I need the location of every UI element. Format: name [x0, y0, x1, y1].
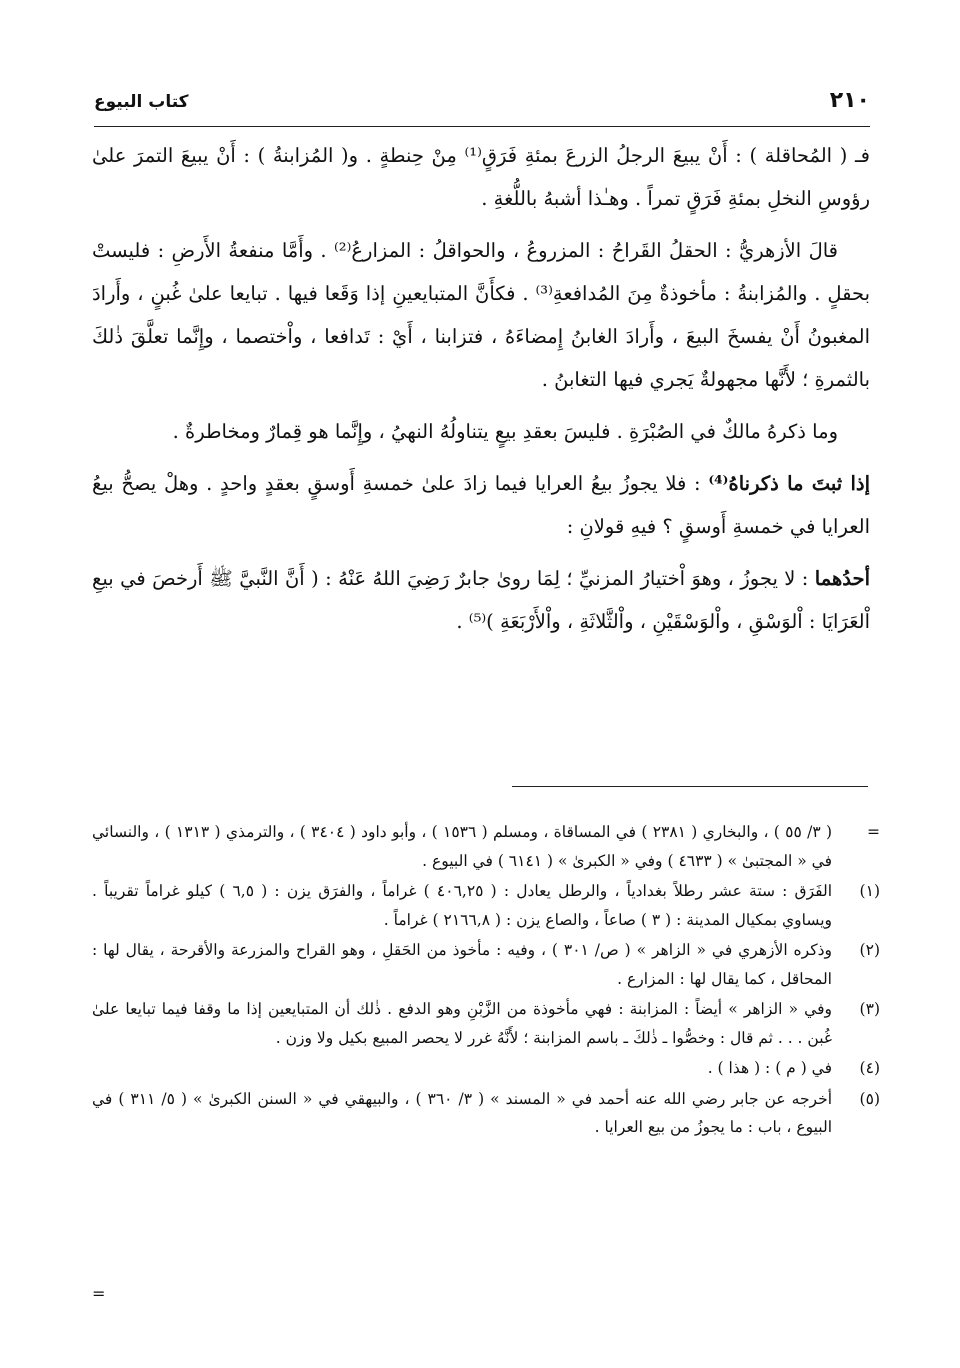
footnote-3 — [92, 995, 880, 1052]
footnote-end-mark: = — [92, 1284, 106, 1303]
continuation-mark: = — [867, 823, 880, 841]
running-title: كتاب البيوع — [94, 92, 189, 112]
ruling-heading: إذا ثبتَ ما ذكرناهُ⁽⁴⁾ — [708, 472, 870, 495]
footnote-1 — [92, 877, 880, 934]
footnote-4 — [92, 1054, 880, 1083]
footnote-text: وذكره الأزهري في « الزاهر » ( ص/ ٣٠١ ) ، وفيه : مأخوذ من الحَقلِ ، وهو القراح والمزرعة والأقرحة ، يقال لها : المحاقل ، كما يقال لها : المزارع . — [92, 941, 832, 988]
paragraph-malik: وما ذكرهُ مالكٌ في الصُبْرَةِ . فليسَ بعقدِ بيعٍ يتناولُهُ النهيُ ، وإِنَّما هو قِمارٌ ومخاطرةٌ . — [172, 420, 838, 443]
paragraph-ariya-ruling — [92, 462, 870, 548]
opinion-heading: أحدُهما — [814, 567, 870, 590]
footnote-text: وفي « الزاهر » أيضاً : المزابنة : فهي مأخوذة من الزَّبْنِ وهو الدفع . ذٰلك أن المتبايعين إذا ما وقفا فيما تبايعا علىٰ غُبن . . . ثم قال : وخصُّوا ـ ذٰلكَ ـ باسم المزابنة ؛ لأَنَّهُ غرر لا يحصر المبيع بكيل ولا وزن . — [92, 1000, 832, 1047]
main-text — [92, 134, 870, 652]
footnote-text: أخرجه عن جابر رضي الله عنه أحمد في « المسند » ( ٣/ ٣٦٠ ) ، والبيهقي في « السنن الكبرىٰ » ( ٥/ ٣١١ ) في البيوع ، باب : ما يجوزُ من بيع العرايا . — [92, 1089, 832, 1136]
footnotes — [92, 818, 880, 1144]
footnote-text: في ( م ) : ( هذا ) . — [707, 1059, 832, 1077]
footnote-marker: (٥) — [859, 1089, 880, 1108]
page-header — [94, 88, 870, 127]
footnote-continuation — [92, 818, 880, 875]
footnote-marker: (٤) — [859, 1059, 880, 1077]
page-number: ٢١٠ — [829, 88, 870, 113]
paragraph-azhari: قالَ الأزهريُّ : الحقلُ القَراحُ : المزروعُ ، والحواقلُ : المزارعُ⁽²⁾ . وأَمَّا منفعةُ الأَرضِ : فليستْ بحقلٍ . والمُزابنةُ : مأخوذةٌ مِنَ المُدافعةِ⁽³⁾ . فكأَنَّ المتبايعينِ إذا وَقَعا فيها . تبايعا علىٰ غُبنٍ ، وأَرادَ المغبونُ أَنْ يفسخَ البيعَ ، وأَرادَ الغابنُ إِمضاءَهُ ، فتزابنا ، أَيْ : تَدافعا ، واْختصما ، وإِنَّما تعلَّقَ ذٰلكَ بالثمرةِ ؛ لأَنَّها مجهولةٌ يَجري فيها التغابنُ . — [92, 239, 871, 391]
footnote-separator — [512, 786, 868, 787]
paragraph-muhaqala: فـ ( المُحاقلة ) : أَنْ يبيعَ الرجلُ الزرعَ بمئةِ فَرَقٍ⁽¹⁾ مِنْ حِنطةٍ . و( المُزابنةُ ) : أَنْ يبيعَ التمرَ علىٰ رؤوسِ النخلِ بمئةِ فَرَقٍ تمراً . وهـٰذا أشبهُ باللُّغةِ . — [92, 144, 870, 210]
opinion-text: : لا يجوزُ ، وهوَ اْختيارُ المزنيِّ ؛ لِمَا روىٰ جابرٌ رَضِيَ اللهُ عَنْهُ : ( أَنَّ النَّبيَّ ﷺ أَرخصَ في بيعِ اْلعَرَايَا : اْلوَسْقِ ، واْلوَسْقَيْنِ ، واْلثَّلاثَةِ ، واْلأَرْبَعَةِ )⁽⁵⁾ . — [92, 567, 870, 633]
footnote-text: الفَرَق : ستة عشر رطلاً بغدادياً ، والرطل يعادل : ( ٤٠٦,٢٥ ) غراماً ، والفرَق يزن : ( ٦,٥ ) كيلو غراماً تقريباً . ويساوي بمكيال المدينة : ( ٣ ) صاعاً ، والصاع يزن : ( ٢١٦٦,٨ ) غراماً . — [92, 882, 832, 929]
footnote-marker: (٢) — [859, 941, 880, 959]
ruling-text: : فلا يجوزُ بيعُ العرايا فيما زادَ علىٰ خمسةِ أَوسقٍ بعقدٍ واحدٍ . وهلْ يصحُّ بيعُ العرايا في خمسةِ أَوسقٍ ؟ فيهِ قولانِ : — [92, 472, 870, 538]
footnote-2 — [92, 936, 880, 993]
footnote-text: ( ٣/ ٥٥ ) ، والبخاري ( ٢٣٨١ ) في المساقاة ، ومسلم ( ١٥٣٦ ) ، وأبو داود ( ٣٤٠٤ ) ، والترمذي ( ١٣١٣ ) ، والنسائي في « المجتبىٰ » ( ٤٦٣٣ ) وفي « الكبرىٰ » ( ٦١٤١ ) في البيوع . — [92, 823, 832, 870]
footnote-marker: (١) — [859, 882, 880, 900]
paragraph-first-opinion — [92, 557, 870, 643]
footnote-5 — [92, 1085, 880, 1142]
footnote-marker: (٣) — [859, 1000, 880, 1018]
